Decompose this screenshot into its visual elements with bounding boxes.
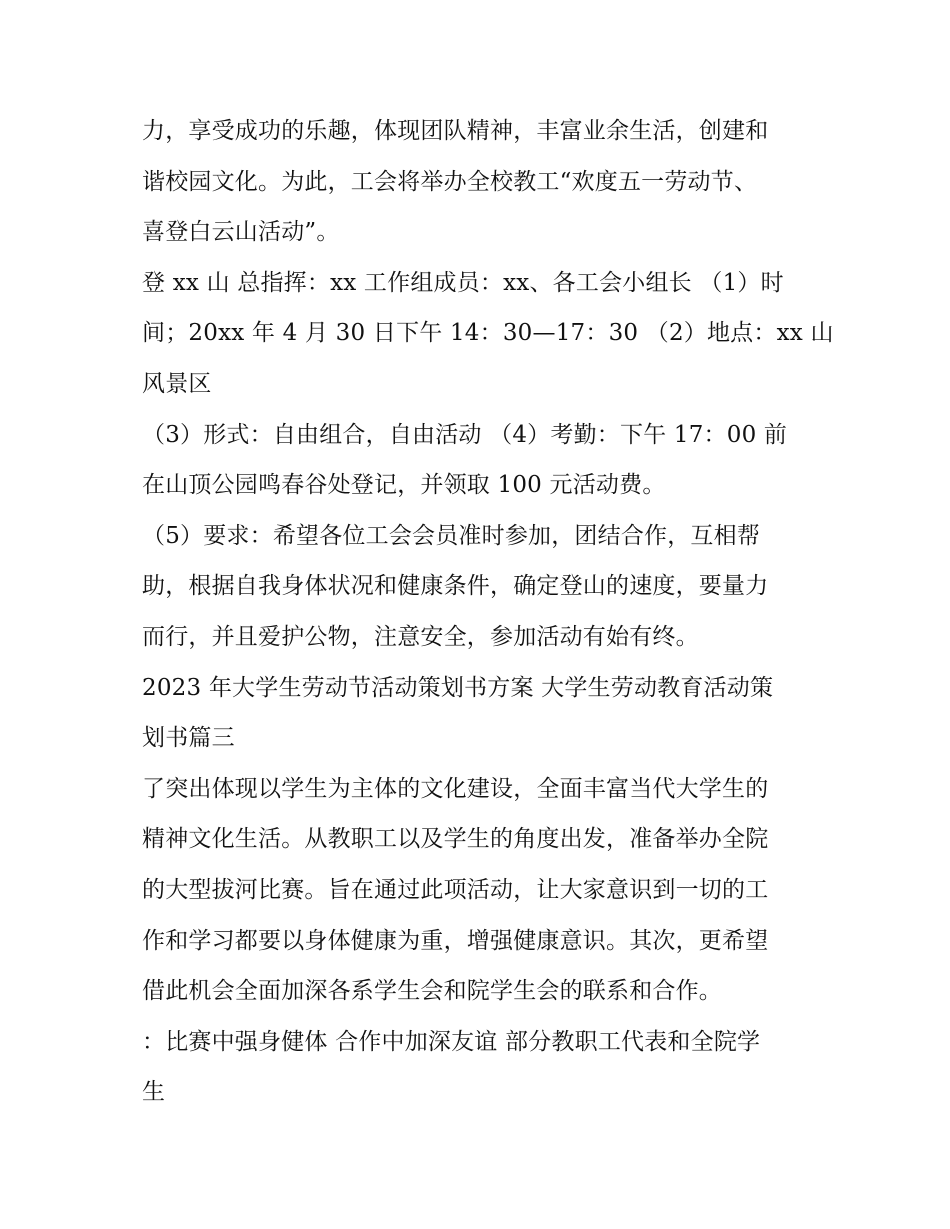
text-line: 精神文化生活。从教职工以及学生的角度出发，准备举办全院: [142, 826, 769, 853]
text-line: 的大型拔河比赛。旨在通过此项活动，让大家意识到一切的工: [142, 876, 769, 903]
paragraph-requirements: [142, 511, 822, 663]
text-line: 间；20xx 年 4 月 30 日下午 14：30—17：30 （2）地点：xx 山: [142, 320, 834, 347]
paragraph-form: [142, 410, 822, 511]
text-line: ：比赛中强身健体 合作中加深友谊 部分教职工代表和全院学: [142, 1028, 761, 1055]
text-line: 助，根据自我身体状况和健康条件，确定登山的速度，要量力: [142, 573, 769, 600]
text-line: （3）形式：自由组合，自由活动 （4）考勤：下午 17：00 前: [142, 421, 788, 448]
text-line: 而行，并且爱护公物，注意安全，参加活动有始有终。: [142, 623, 699, 650]
heading-line: 2023 年大学生劳动节活动策划书方案 大学生劳动教育活动策: [142, 674, 774, 701]
text-line: 生: [142, 1079, 166, 1106]
paragraph-theme: [142, 1017, 822, 1118]
text-line: （5）要求：希望各位工会会员准时参加，团结合作，互相帮: [142, 522, 761, 549]
text-line: 作和学习都要以身体健康为重，增强健康意识。其次，更希望: [142, 927, 769, 954]
text-line: 风景区: [142, 370, 212, 397]
document-body: [142, 106, 834, 1118]
text-line: 力，享受成功的乐趣，体现团队精神，丰富业余生活，创建和: [142, 118, 769, 144]
paragraph-purpose: [142, 764, 822, 1017]
text-line: 谐校园文化。为此，工会将举办全校教工“欢度五一劳动节、: [142, 168, 758, 195]
text-line: 了突出体现以学生为主体的文化建设，全面丰富当代大学生的: [142, 775, 769, 802]
paragraph-organization: [142, 258, 834, 410]
text-line: 登 xx 山 总指挥：xx 工作组成员：xx、各工会小组长 （1）时: [142, 269, 784, 296]
heading-line: 划书篇三: [142, 725, 235, 752]
text-line: 喜登白云山活动”。: [142, 219, 340, 246]
text-line: 在山顶公园鸣春谷处登记，并领取 100 元活动费。: [142, 472, 666, 499]
paragraph-intro: [142, 106, 822, 258]
section-heading: [142, 663, 822, 764]
text-line: 借此机会全面加深各系学生会和院学生会的联系和合作。: [142, 978, 722, 1005]
